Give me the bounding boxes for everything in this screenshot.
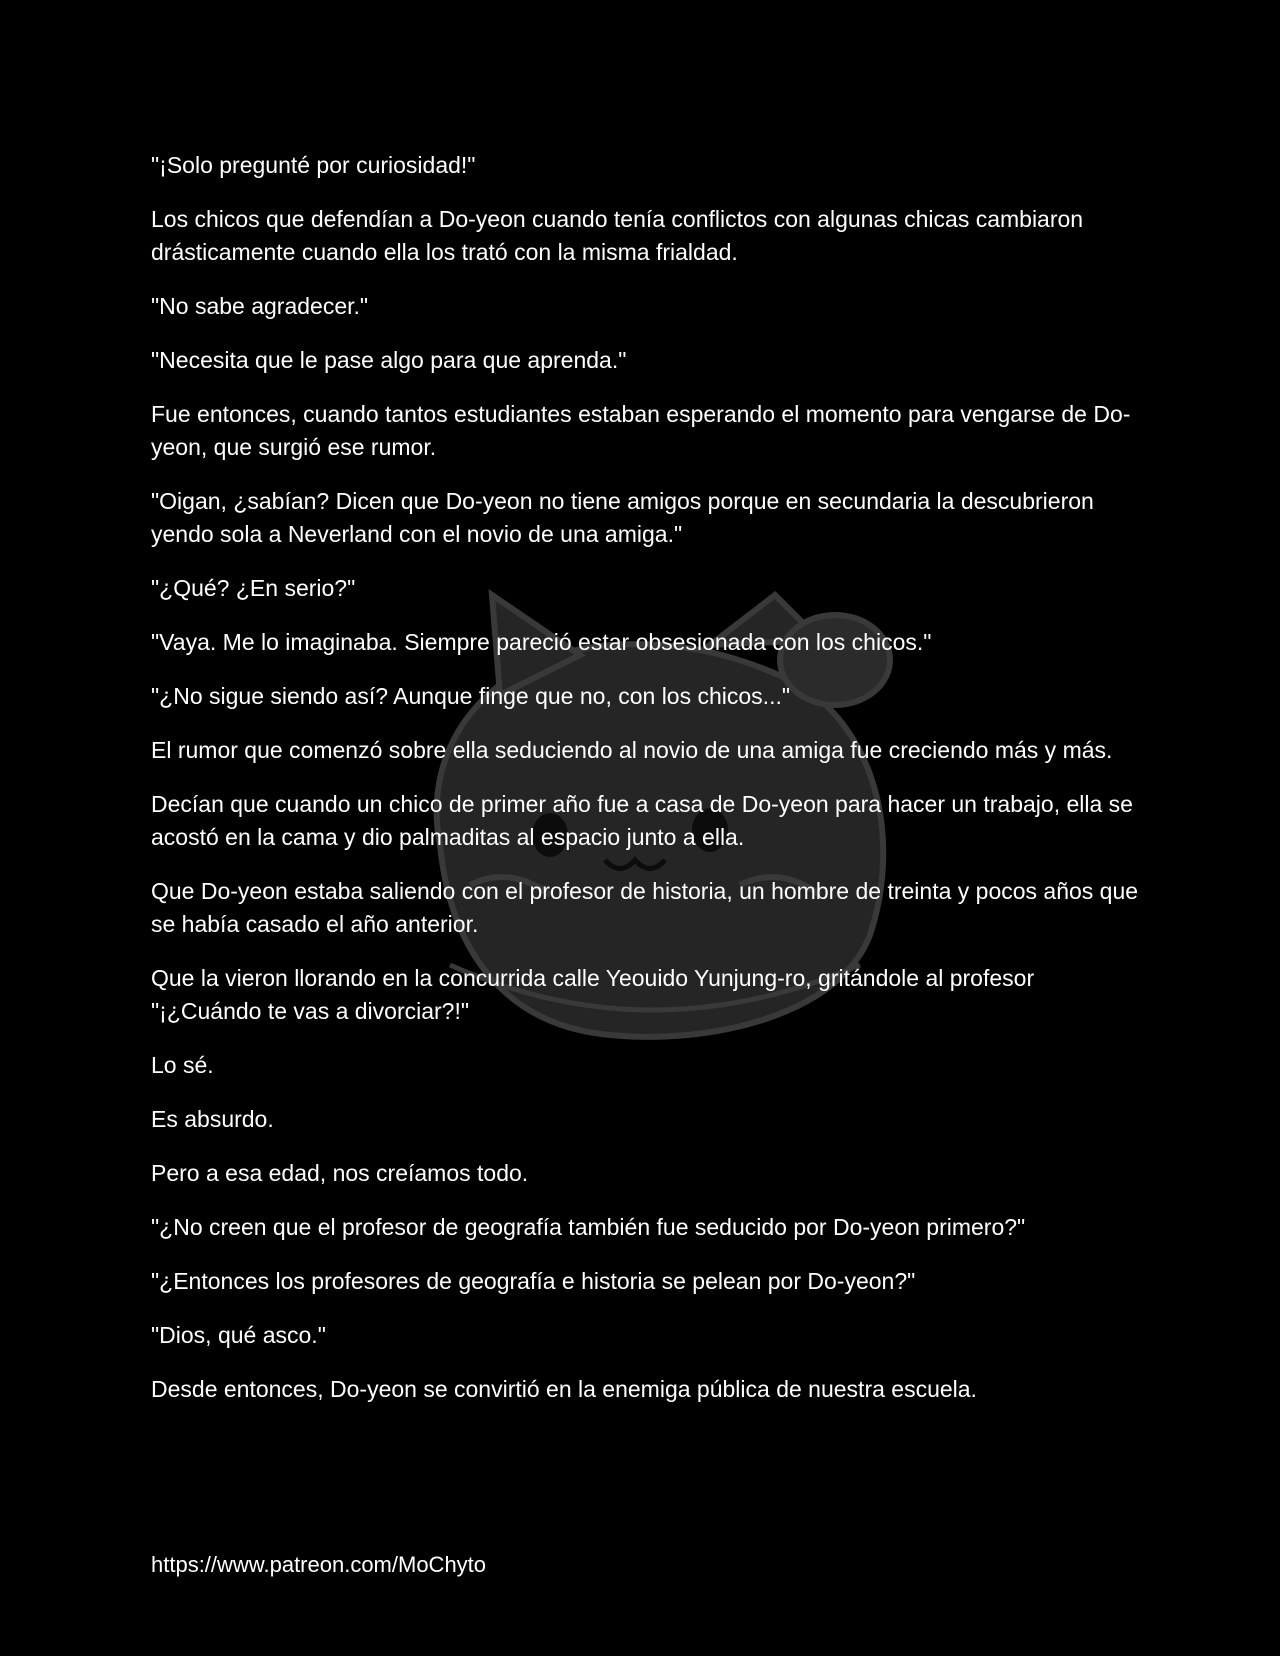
paragraph: Es absurdo.: [151, 1106, 274, 1132]
paragraph: "Dios, qué asco.": [151, 1322, 326, 1348]
paragraph: "¿No sigue siendo así? Aunque finge que no, con los chicos...": [151, 683, 791, 709]
paragraph: El rumor que comenzó sobre ella seduciendo al novio de una amiga fue creciendo más y más.: [151, 737, 1113, 763]
paragraph: Los chicos que defendían a Do-yeon cuando tenía conflictos con algunas chicas cambiaron drásticamente cuando ella los trató con la misma frialdad.: [151, 206, 1084, 265]
paragraph: Lo sé.: [151, 1052, 214, 1078]
story-text: [151, 149, 1141, 1427]
paragraph: "Necesita que le pase algo para que aprenda.": [151, 347, 627, 373]
paragraph: Que Do-yeon estaba saliendo con el profesor de historia, un hombre de treinta y pocos años que se había casado el año anterior.: [151, 878, 1139, 937]
paragraph: Decían que cuando un chico de primer año fue a casa de Do-yeon para hacer un trabajo, ella se acostó en la cama y dio palmaditas al espacio junto a ella.: [151, 791, 1133, 850]
paragraph: "¡Solo pregunté por curiosidad!": [151, 152, 476, 178]
patreon-link[interactable]: https://www.patreon.com/MoChyto: [151, 1552, 487, 1577]
paragraph: "¿Entonces los profesores de geografía e historia se pelean por Do-yeon?": [151, 1268, 916, 1294]
paragraph: Fue entonces, cuando tantos estudiantes estaban esperando el momento para vengarse de Do-yeon, que surgió ese rumor.: [151, 401, 1131, 460]
paragraph: Desde entonces, Do-yeon se convirtió en la enemiga pública de nuestra escuela.: [151, 1376, 977, 1402]
paragraph: "Oigan, ¿sabían? Dicen que Do-yeon no tiene amigos porque en secundaria la descubrieron yendo sola a Neverland con el novio de una amiga.": [151, 488, 1094, 547]
paragraph: "¿No creen que el profesor de geografía también fue seducido por Do-yeon primero?": [151, 1214, 1026, 1240]
paragraph: Que la vieron llorando en la concurrida calle Yeouido Yunjung-ro, gritándole al profesor "¡¿Cuándo te vas a divorciar?!": [151, 965, 1035, 1024]
paragraph: "No sabe agradecer.": [151, 293, 369, 319]
paragraph: Pero a esa edad, nos creíamos todo.: [151, 1160, 529, 1186]
paragraph: "¿Qué? ¿En serio?": [151, 575, 356, 601]
paragraph: "Vaya. Me lo imaginaba. Siempre pareció estar obsesionada con los chicos.": [151, 629, 932, 655]
